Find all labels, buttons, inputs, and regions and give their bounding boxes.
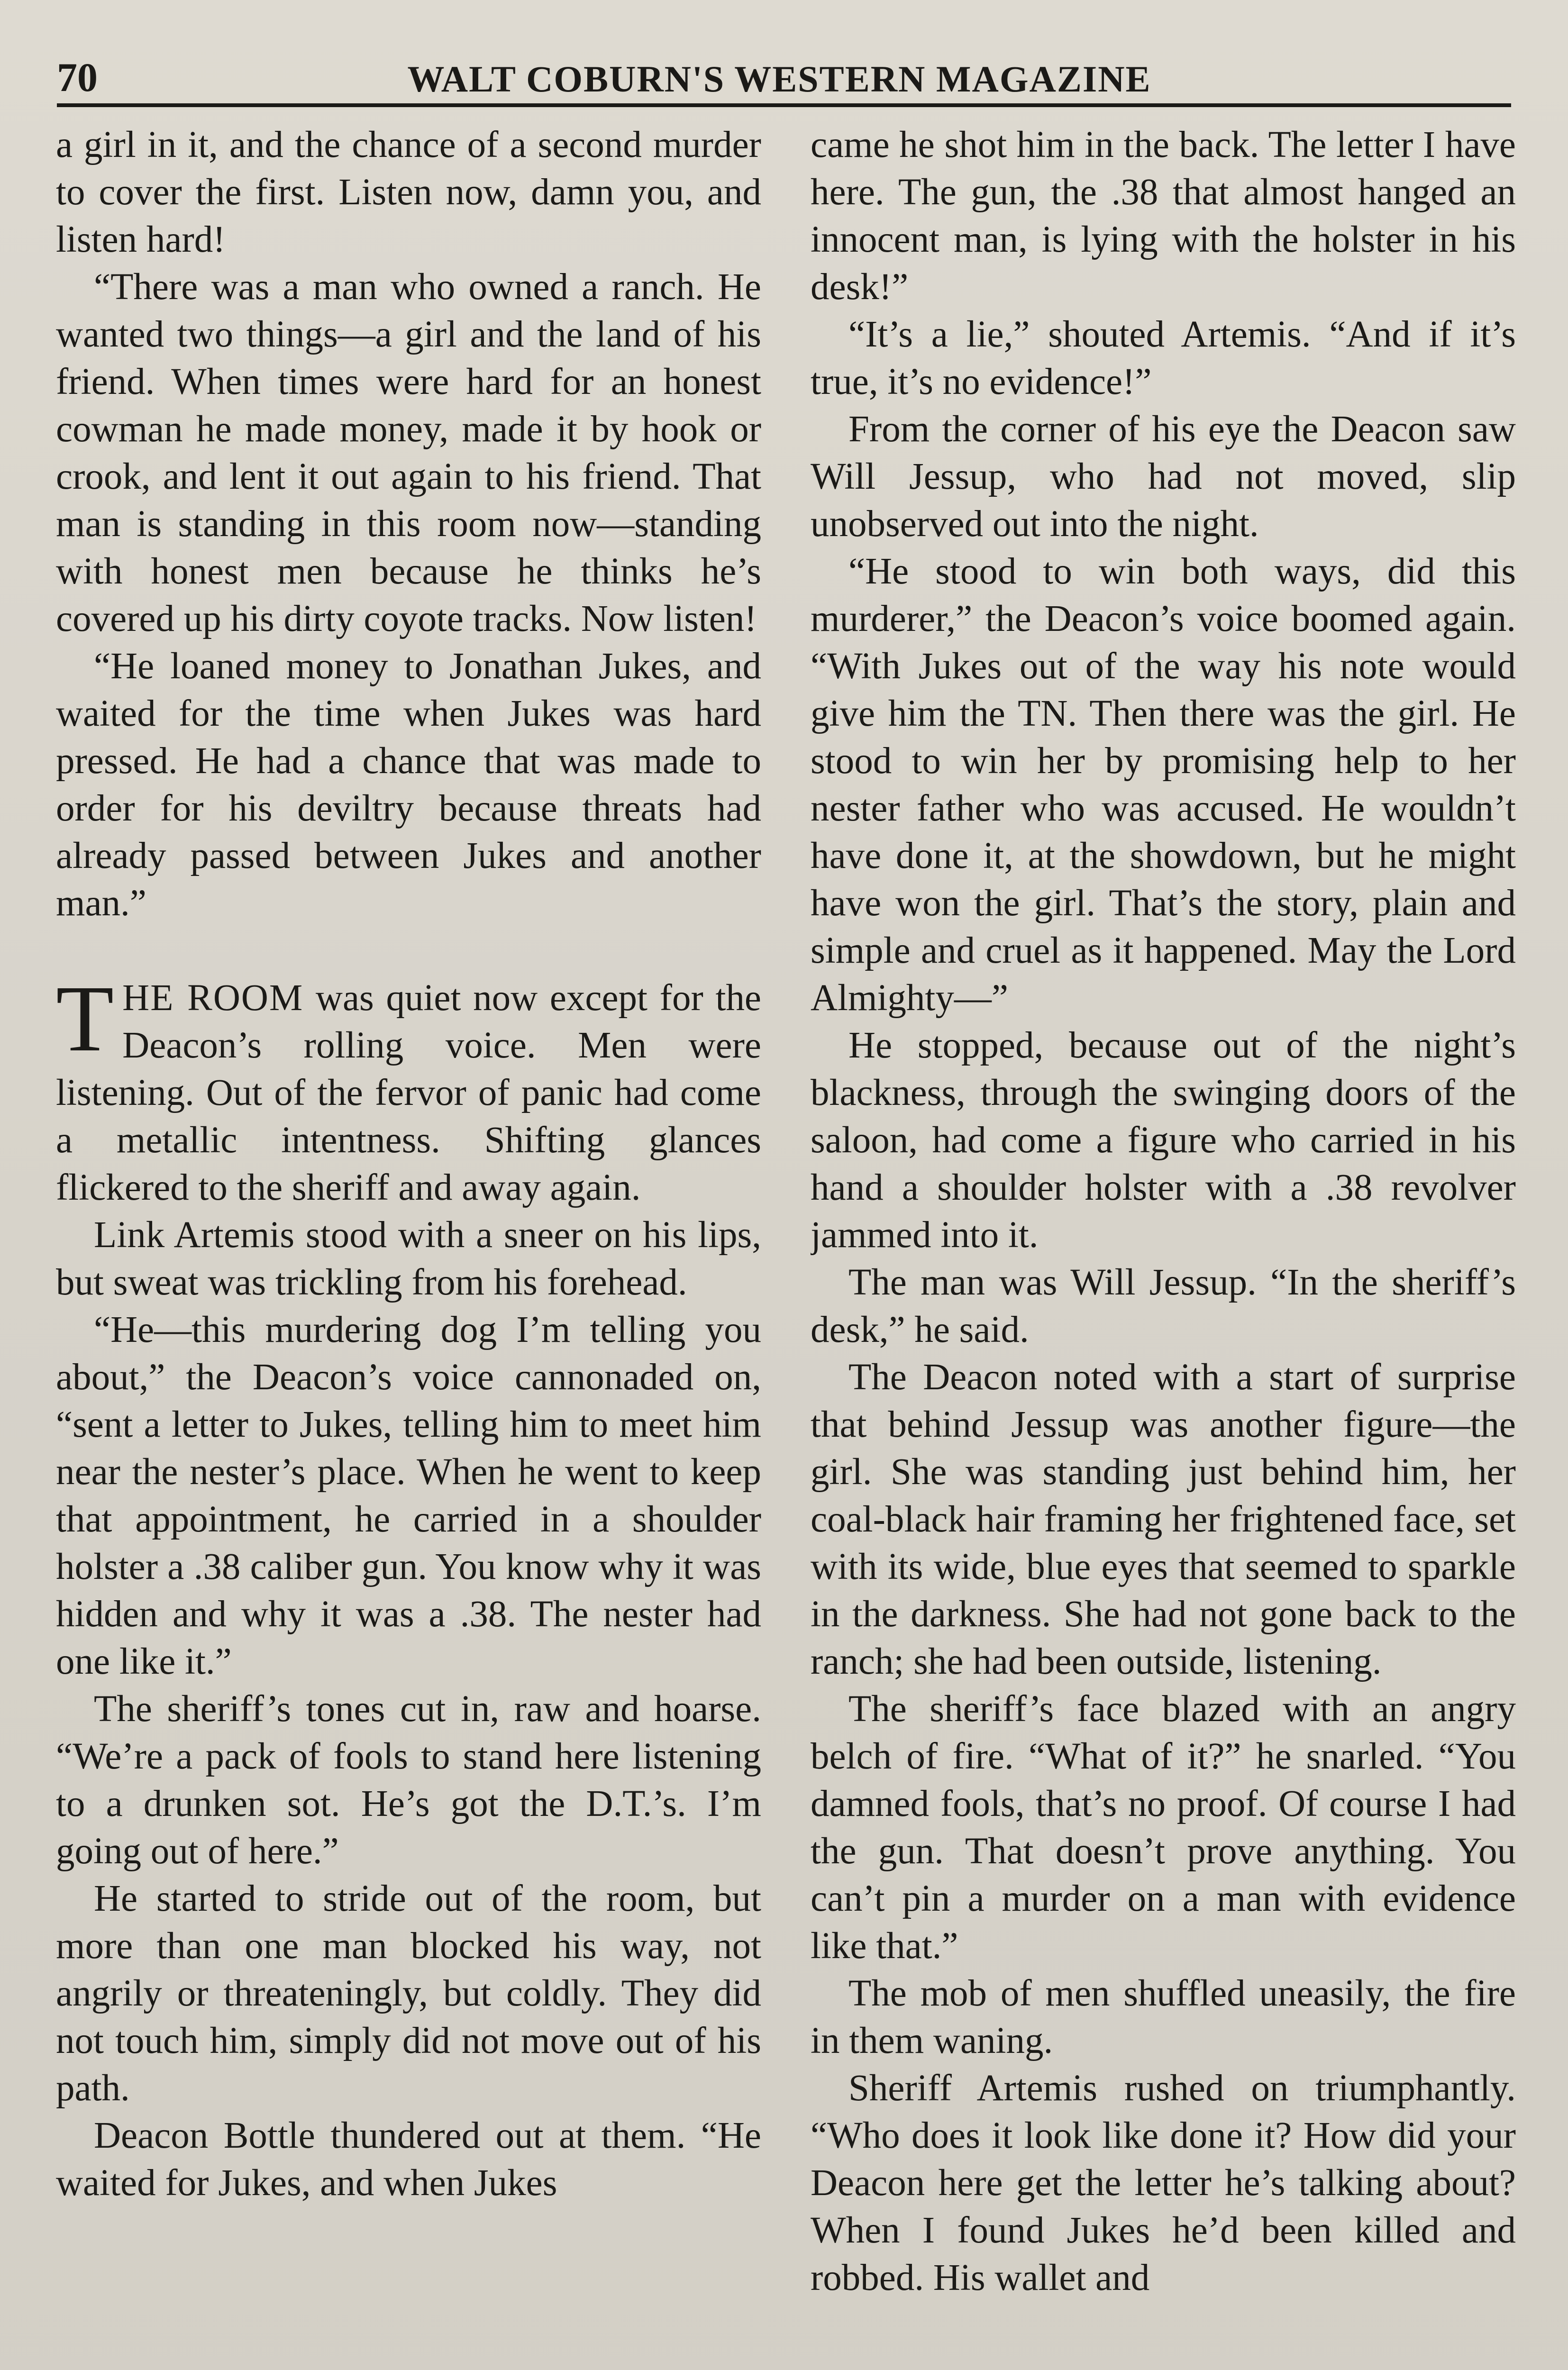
paragraph: a girl in it, and the chance of a second murder to cover the first. Listen now, damn you, and listen hard! bbox=[56, 124, 761, 260]
page-header bbox=[57, 46, 1511, 98]
paragraph: “He stood to win both ways, did this murderer,” the Deacon’s voice boomed again. “With Jukes out of the way his note would give him the TN. Then there was the girl. He stood to win her by promising help to her nester father who was accused. He wouldn’t have done it, at the showdown, but he might have won the girl. That’s the story, plain and simple and cruel as it happened. May the Lord Almighty—” bbox=[811, 551, 1516, 1019]
section-lead-continuation: the Deacon’s rolling voice. Men were listening. Out of the fervor of panic had come a metallic intentness. Shifting glances flickered to the sheriff and away again. bbox=[56, 977, 761, 1208]
paragraph: He stopped, because out of the night’s blackness, through the swinging doors of the saloon, had come a figure who carried in his hand a shoulder holster with a .38 revolver jammed into it. bbox=[811, 1025, 1516, 1256]
paragraph: From the corner of his eye the Deacon saw Will Jessup, who had not moved, slip unobserved out into the night. bbox=[811, 409, 1516, 545]
paragraph: Sheriff Artemis rushed on triumphantly. “Who does it look like done it? How did your Deacon here get the letter he’s talking about? When I found Jukes he’d been killed and robbed. His wallet and bbox=[811, 2068, 1516, 2298]
page-number: 70 bbox=[57, 55, 98, 100]
text-columns bbox=[56, 121, 1516, 2370]
paragraph: “He—this murdering dog I’m telling you about,” the Deacon’s voice cannonaded on, “sent a letter to Jukes, telling him to meet him near the nester’s place. When he went to keep that appointment, he carried in a shoulder holster a .38 caliber gun. You know why it was hidden and why it was a .38. The nester had one like it.” bbox=[56, 1309, 761, 1682]
paragraph: Deacon Bottle thundered out at them. “He waited for Jukes, and when Jukes bbox=[56, 2115, 761, 2204]
paragraph: “There was a man who owned a ranch. He wanted two things—a girl and the land of his friend. When times were hard for an honest cowman he made money, made it by hook or crook, and lent it out again to his friend. That man is standing in this room now—standing with honest men because he thinks he’s covered up his dirty coyote tracks. Now listen! bbox=[56, 266, 761, 639]
header-rule bbox=[57, 103, 1511, 107]
section-lead-text: was quiet now except for bbox=[303, 977, 716, 1019]
paragraph: The Deacon noted with a start of surprise that behind Jessup was another figure—the girl. She was standing just behind him, her coal-black hair framing her frightened face, set with its wide, blue eyes that seemed to sparkle in the darkness. She had not gone back to the ranch; she had been outside, listening. bbox=[811, 1357, 1516, 1682]
paragraph: “He loaned money to Jonathan Jukes, and waited for the time when Jukes was hard pressed. He had a chance that was made to order for his deviltry because threats had already passed between Jukes and another man.” bbox=[56, 646, 761, 924]
paragraph: The sheriff’s tones cut in, raw and hoarse. “We’re a pack of fools to stand here listening to a drunken sot. He’s got the D.T.’s. I’m going out of here.” bbox=[56, 1688, 761, 1872]
drop-cap: T bbox=[56, 966, 114, 1071]
paragraph: He started to stride out of the room, but more than one man blocked his way, not angrily or threateningly, but coldly. They did not touch him, simply did not move out of his path. bbox=[56, 1878, 761, 2109]
section-opening-paragraph bbox=[56, 966, 761, 1212]
paragraph: The sheriff’s face blazed with an angry belch of fire. “What of it?” he snarled. “You damned fools, that’s no proof. Of course I had the gun. That doesn’t prove anything. You can’t pin a murder on a man with evidence like that.” bbox=[811, 1688, 1516, 1967]
paragraph: The man was Will Jessup. “In the sheriff’s desk,” he said. bbox=[811, 1262, 1516, 1350]
running-title: WALT COBURN'S WESTERN MAGAZINE bbox=[407, 58, 1151, 100]
paragraph: “It’s a lie,” shouted Artemis. “And if it’s true, it’s no evidence!” bbox=[811, 314, 1516, 402]
left-column bbox=[56, 121, 761, 2370]
section-lead-smallcaps: HE ROOM bbox=[122, 977, 304, 1019]
right-column bbox=[811, 121, 1516, 2370]
paragraph: came he shot him in the back. The letter I have here. The gun, the .38 that almost hanged an innocent man, is lying with the holster in his desk!” bbox=[811, 124, 1516, 308]
paragraph: The mob of men shuffled uneasily, the fire in them waning. bbox=[811, 1973, 1516, 2061]
paragraph: Link Artemis stood with a sneer on his lips, but sweat was trickling from his forehead. bbox=[56, 1214, 761, 1303]
